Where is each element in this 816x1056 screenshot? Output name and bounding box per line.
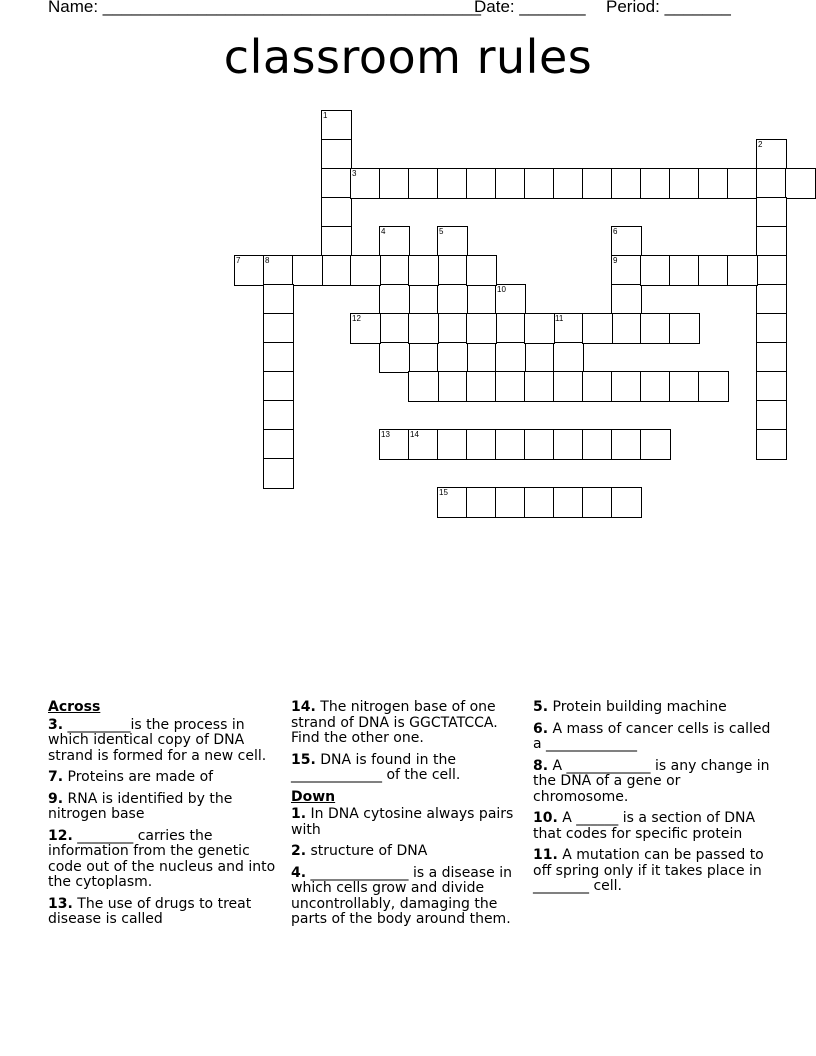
crossword-cell[interactable] [379, 313, 410, 344]
crossword-cell[interactable] [466, 255, 497, 286]
crossword-cell[interactable] [611, 487, 642, 518]
crossword-cell[interactable] [553, 168, 584, 199]
crossword-cell[interactable] [495, 284, 526, 315]
clue-number-label: 3. [48, 716, 64, 733]
crossword-cell[interactable] [466, 371, 497, 402]
clue-number: 10 [497, 285, 506, 294]
crossword-cell[interactable] [640, 429, 671, 460]
crossword-cell[interactable] [408, 313, 439, 344]
crossword-cell[interactable] [495, 429, 526, 460]
clue-number-label: 5. [533, 699, 549, 715]
crossword-cell[interactable] [582, 487, 613, 518]
clue-number-label: 2. [291, 843, 307, 859]
clue-text: _________is the process in which identical copy of DNA strand is formed for a new cell. [48, 716, 267, 764]
crossword-cell[interactable] [495, 313, 526, 344]
crossword-cell[interactable] [553, 371, 584, 402]
crossword-cell[interactable] [437, 342, 468, 373]
crossword-cell[interactable] [640, 168, 671, 199]
clue-text: The use of drugs to treat disease is called [48, 895, 252, 927]
clues-column-2 [291, 700, 527, 934]
clue-number: 8 [265, 256, 270, 265]
crossword-cell[interactable] [321, 110, 352, 141]
crossword-cell[interactable] [234, 255, 265, 286]
clue-text: Protein building machine [548, 699, 727, 715]
clue-text: A ____________ is any change in the DNA of a gene or chromosome. [533, 757, 770, 805]
crossword-cell[interactable] [553, 342, 584, 373]
page-title: classroom rules [223, 30, 593, 84]
crossword-cell[interactable] [379, 342, 410, 373]
crossword-cell[interactable] [466, 168, 497, 199]
crossword-cell[interactable] [379, 429, 410, 460]
crossword-cell[interactable] [437, 255, 468, 286]
clue-number: 5 [439, 227, 444, 236]
crossword-cell[interactable] [756, 168, 787, 199]
crossword-cell[interactable] [408, 429, 439, 460]
crossword-cell[interactable] [611, 284, 642, 315]
crossword-cell[interactable] [785, 168, 816, 199]
crossword-cell[interactable] [379, 226, 410, 257]
crossword-cell[interactable] [466, 313, 497, 344]
crossword-cell[interactable] [698, 371, 729, 402]
clue-item [291, 844, 527, 860]
crossword-cell[interactable] [553, 487, 584, 518]
crossword-cell[interactable] [263, 284, 294, 315]
crossword-cell[interactable] [263, 400, 294, 431]
crossword-cell[interactable] [437, 284, 468, 315]
clue-number-label: 14. [291, 699, 316, 715]
crossword-cell[interactable] [756, 284, 787, 315]
crossword-cell[interactable] [756, 226, 787, 257]
crossword-cell[interactable] [350, 313, 381, 344]
clue-number: 14 [410, 430, 419, 439]
clue-text: DNA is found in the _____________ of the cell. [291, 751, 461, 783]
crossword-cell[interactable] [756, 400, 787, 431]
clue-number: 2 [758, 140, 763, 149]
clue-number-label: 1. [291, 806, 307, 822]
crossword-cell[interactable] [582, 429, 613, 460]
crossword-cell[interactable] [495, 371, 526, 402]
clue-number: 11 [555, 314, 564, 323]
clue-item [533, 759, 773, 806]
crossword-cell[interactable] [408, 371, 439, 402]
period-field[interactable]: Period: _______ [606, 0, 731, 16]
crossword-cell[interactable] [640, 371, 671, 402]
clue-text: ________ carries the information from the genetic code out of the nucleus and into the cytoplasm. [48, 827, 276, 890]
clue-text: In DNA cytosine always pairs with [291, 806, 514, 838]
clue-number-label: 10. [533, 810, 558, 826]
clue-number-label: 4. [291, 864, 307, 881]
crossword-cell[interactable] [756, 342, 787, 373]
clue-number: 1 [323, 111, 328, 120]
crossword-cell[interactable] [611, 371, 642, 402]
crossword-cell[interactable] [727, 255, 758, 286]
crossword-cell[interactable] [524, 371, 555, 402]
crossword-cell[interactable] [553, 429, 584, 460]
crossword-cell[interactable] [611, 313, 642, 344]
crossword-cell[interactable] [524, 313, 555, 344]
crossword-cell[interactable] [524, 429, 555, 460]
clue-number-label: 6. [533, 720, 549, 737]
clues-column-3 [533, 700, 773, 901]
crossword-cell[interactable] [292, 255, 323, 286]
crossword-cell[interactable] [321, 168, 352, 199]
clue-item [48, 718, 284, 765]
crossword-cell[interactable] [379, 284, 410, 315]
clue-number: 6 [613, 227, 618, 236]
crossword-cell[interactable] [611, 429, 642, 460]
clue-item [48, 897, 284, 928]
crossword-cell[interactable] [321, 255, 352, 286]
crossword-cell[interactable] [263, 371, 294, 402]
crossword-cell[interactable] [611, 226, 642, 257]
clue-number: 4 [381, 227, 386, 236]
crossword-cell[interactable] [756, 429, 787, 460]
crossword-cell[interactable] [437, 487, 468, 518]
crossword-cell[interactable] [698, 168, 729, 199]
clues-column-1 [48, 700, 284, 934]
crossword-cell[interactable] [350, 255, 381, 286]
down-heading: Down [291, 788, 336, 805]
clue-text: RNA is identified by the nitrogen base [48, 790, 233, 822]
crossword-cell[interactable] [466, 429, 497, 460]
crossword-cell[interactable] [408, 255, 439, 286]
crossword-cell[interactable] [263, 342, 294, 373]
crossword-cell[interactable] [756, 139, 787, 170]
crossword-cell[interactable] [437, 429, 468, 460]
crossword-cell[interactable] [321, 226, 352, 257]
crossword-cell[interactable] [263, 429, 294, 460]
clue-number-label: 7. [48, 769, 64, 785]
clue-number-label: 8. [533, 757, 549, 774]
crossword-cell[interactable] [669, 168, 700, 199]
clue-item [533, 811, 773, 842]
crossword-cell[interactable] [495, 487, 526, 518]
clue-item [291, 753, 527, 784]
clue-number: 3 [352, 169, 357, 178]
crossword-cell[interactable] [437, 371, 468, 402]
clue-number-label: 9. [48, 790, 64, 807]
crossword-cell[interactable] [611, 255, 642, 286]
clue-number: 9 [613, 256, 618, 265]
across-heading: Across [48, 699, 101, 715]
crossword-cell[interactable] [756, 255, 787, 286]
crossword-cell[interactable] [669, 313, 700, 344]
crossword-cell[interactable] [263, 313, 294, 344]
crossword-cell[interactable] [698, 255, 729, 286]
clue-item [291, 807, 527, 838]
crossword-cell[interactable] [524, 487, 555, 518]
clue-text: The nitrogen base of one strand of DNA is GGCTATCCA. Find the other one. [291, 699, 498, 746]
crossword-cell[interactable] [756, 197, 787, 228]
clue-item [533, 848, 773, 895]
crossword-cell[interactable] [669, 255, 700, 286]
crossword-cell[interactable] [379, 255, 410, 286]
clue-number-label: 15. [291, 751, 316, 768]
crossword-cell[interactable] [379, 168, 410, 199]
clue-number: 13 [381, 430, 390, 439]
crossword-cell[interactable] [582, 313, 613, 344]
clue-item [48, 829, 284, 891]
clue-text: ______________ is a disease in which cells grow and divide uncontrollably, damaging the parts of the body around them. [291, 864, 513, 927]
clue-item [291, 866, 527, 928]
crossword-cell[interactable] [582, 371, 613, 402]
clue-text: A ______ is a section of DNA that codes for specific protein [533, 810, 756, 842]
crossword-cell[interactable] [466, 487, 497, 518]
clue-item [533, 700, 773, 716]
clue-text: A mutation can be passed to off spring only if it takes place in ________ cell. [533, 847, 764, 894]
crossword-cell[interactable] [321, 139, 352, 170]
clue-number: 7 [236, 256, 241, 265]
crossword-cell[interactable] [582, 168, 613, 199]
crossword-cell[interactable] [669, 371, 700, 402]
clue-item [48, 792, 284, 823]
crossword-cell[interactable] [756, 371, 787, 402]
clue-text: structure of DNA [306, 843, 428, 859]
crossword-cell[interactable] [640, 255, 671, 286]
crossword-cell[interactable] [263, 458, 294, 489]
clue-number-label: 12. [48, 827, 73, 844]
crossword-cell[interactable] [350, 168, 381, 199]
crossword-cell[interactable] [756, 313, 787, 344]
clue-item [291, 700, 527, 747]
clue-number: 15 [439, 488, 448, 497]
crossword-cell[interactable] [495, 342, 526, 373]
date-field[interactable]: Date: _______ [474, 0, 586, 16]
crossword-cell[interactable] [495, 168, 526, 199]
crossword-cell[interactable] [524, 168, 555, 199]
crossword-cell[interactable] [321, 197, 352, 228]
clue-number-label: 11. [533, 847, 558, 863]
clue-text: A mass of cancer cells is called a _____________ [533, 720, 771, 752]
crossword-cell[interactable] [727, 168, 758, 199]
clue-item [533, 722, 773, 753]
clue-number: 12 [352, 314, 361, 323]
crossword-cell[interactable] [553, 313, 584, 344]
crossword-cell[interactable] [437, 313, 468, 344]
clue-text: Proteins are made of [63, 769, 214, 785]
crossword-cell[interactable] [611, 168, 642, 199]
crossword-cell[interactable] [263, 255, 294, 286]
name-field[interactable]: Name: ________________________________________ [48, 0, 481, 16]
crossword-cell[interactable] [437, 226, 468, 257]
crossword-cell[interactable] [408, 168, 439, 199]
crossword-cell[interactable] [437, 168, 468, 199]
crossword-cell[interactable] [640, 313, 671, 344]
clue-item [48, 770, 284, 786]
clue-number-label: 13. [48, 895, 73, 912]
